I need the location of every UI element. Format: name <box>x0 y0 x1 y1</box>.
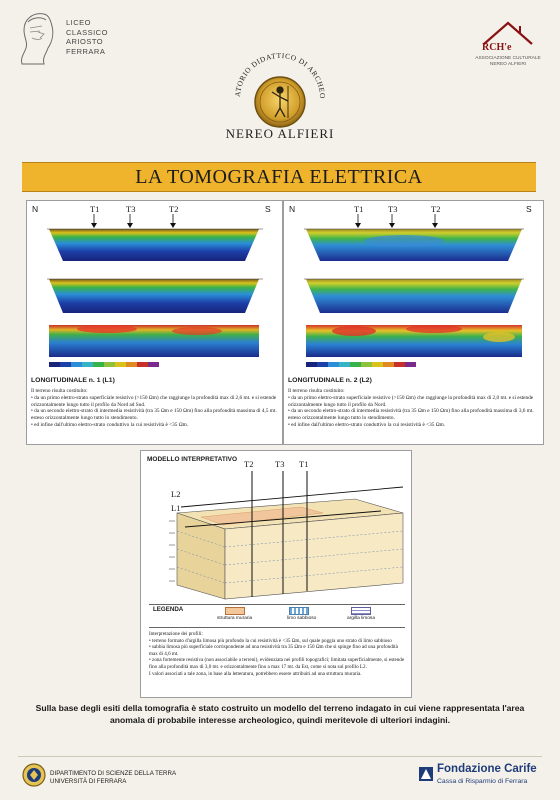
department-name <box>50 770 176 785</box>
school-line: CLASSICO <box>66 27 108 37</box>
legend-label: argilla limosa <box>347 616 375 621</box>
fondazione-carife-logo <box>418 762 548 792</box>
model-marker-t2: T2 <box>244 459 254 469</box>
longitudinal-2-description <box>288 388 540 429</box>
legend-label: struttura muraria <box>217 616 253 621</box>
longitudinal-1-description <box>31 388 279 429</box>
interpretation-line: • zona fortemente resistiva (non associabile a terreni), evidenziata nei profili topografici; limitata superficialmente, si estende fino alla profondità max di 3,0 mt. e orizzontalmente fino a max 17 mt. da Est, come si nota sul profilo L2. <box>149 657 405 670</box>
school-line: LICEO <box>66 18 92 27</box>
liceo-ariosto-logo <box>14 8 134 70</box>
university-department-logo <box>22 758 202 794</box>
model-marker-t3: T3 <box>275 459 285 469</box>
description-bullet: • ed infine dall'ultimo elettro-strato conduttivo la cui resistività è <35 Ωm. <box>288 421 446 428</box>
rch-sub-line: ASSOCIAZIONE CULTURALE <box>475 56 541 61</box>
university-line: UNIVERSITÀ DI FERRARA <box>50 777 127 785</box>
lab-arc-text: ATORIO DIDATTICO DI ARCHEO <box>232 50 328 100</box>
title-banner <box>22 162 536 192</box>
sponsor-subtitle: Cassa di Risparmio di Ferrara <box>437 778 528 785</box>
page-title: LA TOMOGRAFIA ELETTRICA <box>135 166 423 188</box>
longitudinal-2-panel <box>283 200 544 445</box>
resistivity-sections-1 <box>27 201 282 381</box>
legend-swatch-wall <box>225 607 245 615</box>
calculated-section <box>306 279 522 313</box>
rch-name: RCH'e <box>482 42 512 53</box>
school-line: FERRARA <box>66 46 106 56</box>
school-line: ARIOSTO <box>66 37 104 46</box>
carife-mark-icon <box>418 766 434 782</box>
marker-t3: T3 <box>388 204 398 214</box>
marker-t2: T2 <box>169 204 179 214</box>
calculated-section <box>49 279 259 313</box>
footer-divider <box>18 756 542 757</box>
rch-association-logo <box>468 20 548 75</box>
description-bullet: • ed infine dall'ultimo elettro-strato conduttivo la cui resistività è <35 Ωm. <box>31 421 189 428</box>
longitudinal-1-panel <box>26 200 283 445</box>
poet-profile-icon <box>14 8 58 68</box>
conclusion-text: Sulla base degli esiti della tomografia è stato costruito un modello del terreno indagato in cui viene rappresentata l'area anomala di probabile interesse archeologico, quindi meritevole di ulteriori indagini. <box>35 703 525 726</box>
south-label: S <box>526 204 532 214</box>
lab-name: NEREO ALFIERI <box>225 126 335 141</box>
resistivity-color-scale <box>49 362 159 367</box>
marker-t1: T1 <box>90 204 100 214</box>
legend-swatch-clay <box>351 607 371 615</box>
marker-t1: T1 <box>354 204 364 214</box>
model-heading: MODELLO INTERPRETATIVO <box>147 456 238 463</box>
legend <box>149 604 405 628</box>
sponsor-name: Fondazione Carife <box>437 763 537 775</box>
model-marker-t1: T1 <box>299 459 309 469</box>
description-intro: Il terreno risulta costituito: <box>288 388 345 394</box>
marker-t3: T3 <box>126 204 136 214</box>
university-seal-icon <box>22 760 46 790</box>
interpretation-line: I valori associati a tale zona, in base alla letteratura, potrebbero essere attribuiti ad una struttura muraria. <box>149 670 362 677</box>
interpretive-block-diagram <box>141 451 411 621</box>
legend-swatch-silt <box>289 607 309 615</box>
resistivity-color-scale <box>306 362 416 367</box>
rch-sub-line: NEREO ALFIERI <box>489 62 527 67</box>
interpretation-heading: Interpretazione dei profili: <box>149 631 203 637</box>
legend-label: limo sabbioso <box>287 616 317 621</box>
measured-section <box>49 229 259 261</box>
school-name <box>66 18 108 56</box>
interpretive-model-panel <box>140 450 412 698</box>
description-bullet: • da un secondo elettro-strato di intermedia resistività (tra 35 Ωm e 150 Ωm) fino alla profondità massima di 4,5 mt. esteso orizzontalmente lungo tutto lo stendimento. <box>31 408 277 422</box>
interpretation-text <box>149 631 405 677</box>
north-label: N <box>32 204 39 214</box>
model-marker-l2: L2 <box>171 489 181 499</box>
description-bullet: • da un primo elettro-strato superficiale resistivo (>150 Ωm) che raggiunge la profondità max di 2,6 mt. e si estende orizzontalmente lungo tutto il profilo da Nord ad Sud. <box>31 394 277 408</box>
description-bullet: • da un secondo elettro-strato di intermedia resistività (tra 35 Ωm e 150 Ωm) fino alla profondità massima di 3,6 mt. esteso orizzontalmente lungo tutto lo stendimento. <box>288 408 534 422</box>
rch-subtitle <box>468 56 548 68</box>
interpretation-line: • sabbia limosa più superficiale corrispondente ad una resistività tra 35 Ωm e 150 Ωm che si spinge fino ad una profondità max di 4,6 mt. <box>149 644 398 657</box>
department-line: DIPARTIMENTO DI SCIENZE DELLA TERRA <box>50 770 177 777</box>
marker-t2: T2 <box>431 204 441 214</box>
longitudinal-2-heading: LONGITUDINALE n. 2 (L2) <box>288 377 372 384</box>
south-label: S <box>265 204 271 214</box>
longitudinal-1-heading: LONGITUDINALE n. 1 (L1) <box>31 377 115 384</box>
description-bullet: • da un primo elettro-strato superficiale resistivo (>150 Ωm) che raggiunge la profondità max di 2,0 mt. e si estende orizzontalmente lungo tutto il profilo da Nord. <box>288 394 534 408</box>
north-label: N <box>289 204 296 214</box>
model-marker-l1: L1 <box>171 503 181 513</box>
legend-title: LEGENDA <box>153 606 184 613</box>
interpretation-line: • terreno formato d'argilla limosa più profondo la cui resistività è <35 Ωm, sul quale poggia uno strato di limo sabbioso <box>149 637 392 644</box>
description-intro: Il terreno risulta costituito: <box>31 388 88 394</box>
resistivity-sections-2 <box>284 201 543 381</box>
